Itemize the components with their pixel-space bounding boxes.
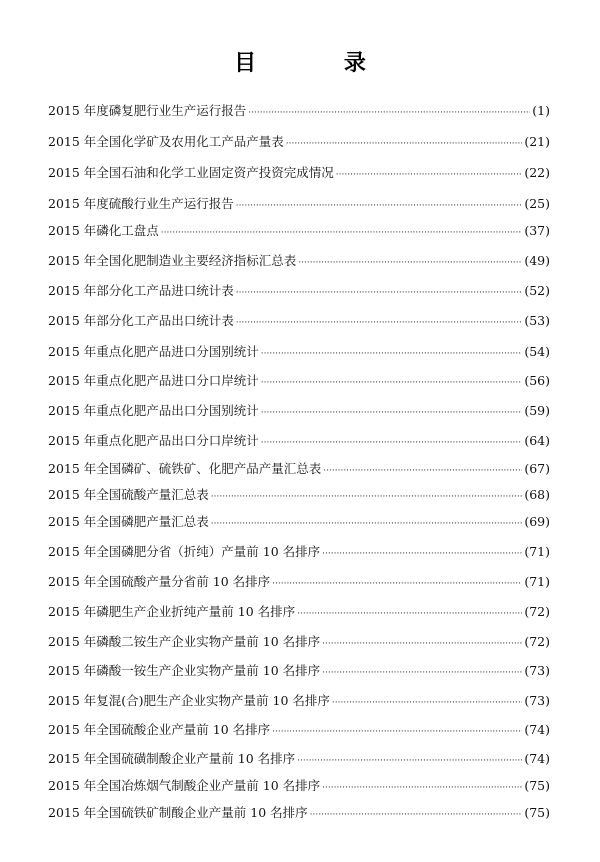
toc-entry-title: 2015 年全国化肥制造业主要经济指标汇总表 [48,253,297,268]
toc-entry [48,282,550,300]
dot-leader [272,575,522,593]
dot-leader [261,434,523,452]
dot-leader [322,635,522,653]
dot-leader [161,224,523,242]
toc-entry-title: 2015 年全国冶炼烟气制酸企业产量前 10 名排序 [48,778,321,793]
toc-entry [48,402,550,420]
toc-entry-title: 2015 年磷酸二铵生产企业实物产量前 10 名排序 [48,634,321,649]
toc-entry-title: 2015 年磷化工盘点 [48,223,159,238]
toc-entry [48,133,550,151]
toc-entry-page: (37) [524,223,550,238]
toc-entry [48,372,550,390]
toc-entry-page: (74) [524,751,550,766]
toc-entry [48,432,550,450]
toc-entry-page: (22) [524,165,550,180]
toc-entry-page: (59) [524,403,550,418]
dot-leader [323,462,522,480]
toc-entry-title: 2015 年重点化肥产品进口分国别统计 [48,344,259,359]
dot-leader [322,545,522,563]
toc-entry [48,543,550,561]
toc-entry-title: 2015 年部分化工产品进口统计表 [48,283,234,298]
toc-entry-title: 2015 年重点化肥产品进口分口岸统计 [48,373,259,388]
toc-entry-title: 2015 年全国硫铁矿制酸企业产量前 10 名排序 [48,805,308,820]
toc-entry-page: (25) [524,196,550,211]
toc-entry-title: 2015 年全国硫磺制酸企业产量前 10 名排序 [48,751,296,766]
toc-entry [48,252,550,270]
toc-entry-page: (71) [524,544,550,559]
toc-entry [48,633,550,651]
toc-entry-title: 2015 年度磷复肥行业生产运行报告 [48,103,247,118]
toc-entry [48,486,550,504]
toc-entry-page: (67) [524,461,550,476]
toc-entry-title: 2015 年磷肥生产企业折纯产量前 10 名排序 [48,604,296,619]
dot-leader [261,374,523,392]
dot-leader [248,104,530,122]
toc-entry-page: (21) [524,134,550,149]
toc-entry [48,102,550,120]
dot-leader [211,515,523,533]
toc-entry-title: 2015 年全国硫酸产量汇总表 [48,487,209,502]
dot-leader [332,694,522,712]
dot-leader [298,254,522,272]
toc-entry-title: 2015 年全国化学矿及农用化工产品产量表 [48,134,284,149]
toc-entry-title: 2015 年部分化工产品出口统计表 [48,313,234,328]
toc-entry [48,513,550,531]
dot-leader [211,488,523,506]
toc-entry [48,692,550,710]
toc-entry-title: 2015 年全国磷矿、硫铁矿、化肥产品产量汇总表 [48,461,322,476]
toc-entry [48,164,550,182]
toc-entry-page: (53) [524,313,550,328]
toc-entry [48,721,550,739]
toc-entry [48,195,550,213]
toc-entry-title: 2015 年全国硫酸企业产量前 10 名排序 [48,722,271,737]
dot-leader [297,605,522,623]
dot-leader [236,197,523,215]
toc-entry-page: (73) [524,693,550,708]
toc-entry [48,603,550,621]
toc-entry [48,750,550,768]
dot-leader [297,752,522,770]
toc-entry-page: (69) [524,514,550,529]
toc-entry-title: 2015 年重点化肥产品出口分国别统计 [48,403,259,418]
toc-entry [48,804,550,822]
toc-entry-page: (54) [524,344,550,359]
toc-entry-page: (56) [524,373,550,388]
toc-entry-page: (75) [524,805,550,820]
toc-entry [48,662,550,680]
dot-leader [236,314,523,332]
toc-entry [48,222,550,240]
dot-leader [261,345,523,363]
toc-entry-page: (73) [524,663,550,678]
toc-entry-title: 2015 年全国硫酸产量分省前 10 名排序 [48,574,271,589]
toc-entry-page: (52) [524,283,550,298]
toc-entry [48,343,550,361]
toc-entry-title: 2015 年度硫酸行业生产运行报告 [48,196,234,211]
toc-entry-title: 2015 年全国石油和化学工业固定资产投资完成情况 [48,165,334,180]
toc-entry-page: (72) [524,634,550,649]
toc-entry-title: 2015 年复混(合)肥生产企业实物产量前 10 名排序 [48,693,330,708]
toc-entry [48,573,550,591]
toc-entry [48,460,550,478]
toc-entry-page: (75) [524,778,550,793]
toc-entry-page: (64) [524,433,550,448]
toc-entry-page: (49) [524,253,550,268]
page-title: 目 录 [234,51,406,76]
dot-leader [261,404,523,422]
toc-entry-page: (74) [524,722,550,737]
dot-leader [286,135,523,153]
toc-entry [48,777,550,795]
dot-leader [310,806,523,824]
dot-leader [336,166,523,184]
toc-entry-title: 2015 年全国磷肥产量汇总表 [48,514,209,529]
toc-entry [48,312,550,330]
toc-entry-page: (68) [524,487,550,502]
dot-leader [322,779,522,797]
toc-entry-page: (1) [532,103,550,118]
dot-leader [236,284,523,302]
dot-leader [322,664,522,682]
toc-entry-page: (72) [524,604,550,619]
toc-entry-page: (71) [524,574,550,589]
toc-entry-title: 2015 年磷酸一铵生产企业实物产量前 10 名排序 [48,663,321,678]
dot-leader [272,723,522,741]
toc-entry-title: 2015 年全国磷肥分省（折纯）产量前 10 名排序 [48,544,321,559]
toc-entry-title: 2015 年重点化肥产品出口分口岸统计 [48,433,259,448]
